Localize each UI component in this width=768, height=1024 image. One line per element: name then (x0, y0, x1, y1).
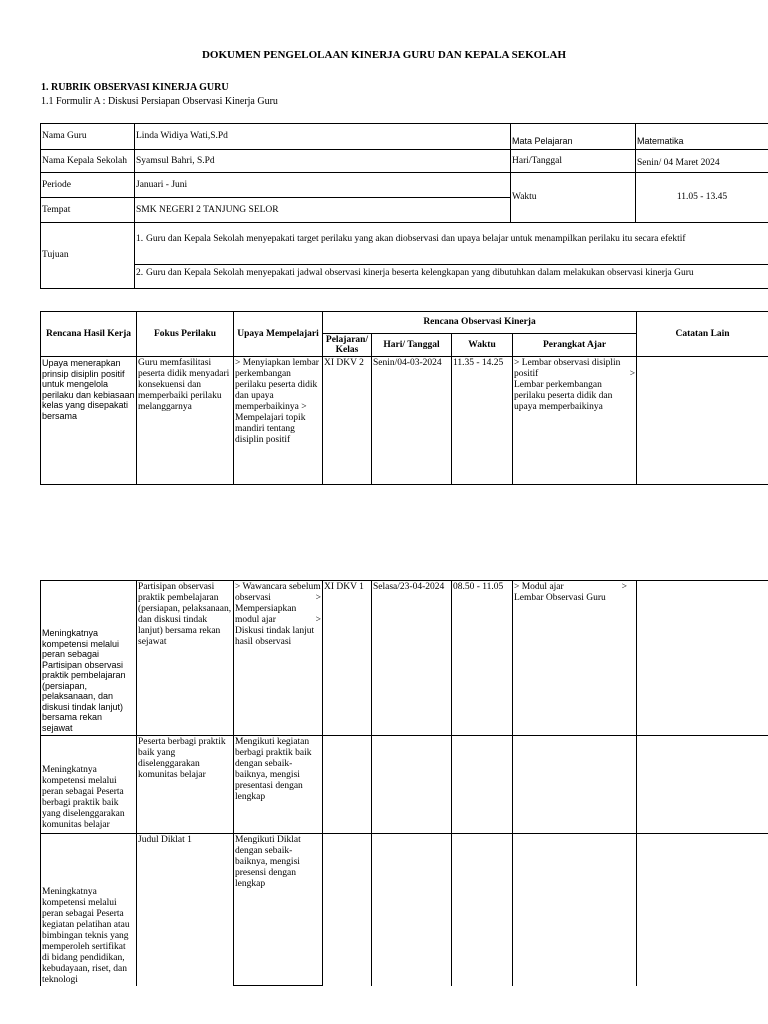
row4-fokus: Judul Diklat 1 (137, 834, 234, 986)
header-pelajaran-kelas: Pelajaran/ Kelas (323, 334, 372, 357)
tujuan-2-number: 2. (136, 268, 144, 278)
row3-upaya: Mengikuti kegiatan berbagi praktik baik dengan sebaik-baiknya, mengisi presentasi dengan lengkap (234, 736, 323, 834)
row1-perangkat-b: Lembar perkembangan perilaku peserta didik dan upaya memperbaikinya (514, 380, 613, 412)
tempat-label: Tempat (41, 198, 135, 223)
row1-hari: Senin/04-03-2024 (372, 357, 452, 485)
row2-catatan (637, 581, 768, 736)
row2-upaya-marker-1: > (315, 593, 321, 603)
row4-waktu (452, 834, 513, 986)
rencana-table-continued (40, 580, 768, 986)
tempat-value: SMK NEGERI 2 TANJUNG SELOR (135, 198, 511, 223)
header-rencana-hasil-kerja: Rencana Hasil Kerja (41, 312, 137, 357)
header-perangkat-ajar: Perangkat Ajar (513, 334, 637, 357)
row2-perangkat (513, 581, 637, 736)
row2-upaya (234, 581, 323, 736)
row1-perangkat (513, 357, 637, 485)
hari-label: Hari/Tanggal (511, 150, 636, 173)
subsection-title: 1.1 Formulir A : Diskusi Persiapan Observasi Kinerja Guru (41, 96, 278, 107)
row2-waktu: 08.50 - 11.05 (452, 581, 513, 736)
info-table (40, 123, 768, 289)
tujuan-2-text: Guru dan Kepala Sekolah menyepakati jadwal observasi kinerja beserta kelengkapan yang dibutuhkan dalam melakukan observasi kinerja Guru (146, 268, 694, 278)
tujuan-1-number: 1. (136, 234, 144, 244)
row3-kelas (323, 736, 372, 834)
row3-perangkat (513, 736, 637, 834)
table-row (41, 736, 768, 834)
row3-waktu (452, 736, 513, 834)
row1-catatan (637, 357, 768, 485)
tujuan-item-1 (135, 232, 768, 264)
header-waktu: Waktu (452, 334, 513, 357)
waktu-value: 11.05 - 13.45 (636, 173, 768, 223)
document-title: DOKUMEN PENGELOLAAN KINERJA GURU DAN KEPALA SEKOLAH (201, 49, 567, 61)
row3-catatan (637, 736, 768, 834)
row2-rhk: Meningkatnya kompetensi melalui peran sebagai Partisipan observasi praktik pembelajaran (persiapan, pelaksanaan, dan diskusi tindak lanjut) bersama rekan sejawat (41, 581, 137, 736)
hari-value: Senin/ 04 Maret 2024 (636, 150, 768, 173)
row2-upaya-marker-2: > (315, 615, 321, 625)
table-row (41, 581, 768, 736)
table-row (41, 834, 768, 986)
header-rencana-observasi: Rencana Observasi Kinerja (323, 312, 637, 334)
row2-perangkat-b: Lembar Observasi Guru (514, 593, 606, 603)
header-upaya-mempelajari: Upaya Mempelajari (234, 312, 323, 357)
row4-kelas (323, 834, 372, 986)
row2-upaya-a: > Wawancara sebelum observasi (235, 582, 321, 603)
periode-value: Januari - Juni (135, 173, 511, 198)
header-hari-tanggal: Hari/ Tanggal (372, 334, 452, 357)
tujuan-item-2 (135, 265, 768, 279)
mapel-value: Matematika (636, 124, 768, 150)
row2-upaya-c: Diskusi tindak lanjut hasil observasi (235, 626, 315, 647)
periode-label: Periode (41, 173, 135, 198)
row2-perangkat-a: > Modul ajar (514, 582, 564, 592)
kepsek-value: Syamsul Bahri, S.Pd (135, 150, 511, 173)
row1-upaya: > Menyiapkan lembar perkembangan perilaku peserta didik dan upaya memperbaikinya > Mempelajari topik mandiri tentang disiplin positif (234, 357, 323, 485)
kepsek-label: Nama Kepala Sekolah (41, 150, 135, 173)
row2-kelas: XI DKV 1 (323, 581, 372, 736)
tujuan-label: Tujuan (41, 223, 135, 289)
tujuan-1-text: Guru dan Kepala Sekolah menyepakati target perilaku yang akan diobservasi dan upaya belajar untuk menampilkan perilaku itu secara efektif (146, 234, 686, 244)
row4-catatan (637, 834, 768, 986)
row2-perangkat-marker: > (621, 582, 627, 592)
row1-waktu: 11.35 - 14.25 (452, 357, 513, 485)
section-title: 1. RUBRIK OBSERVASI KINERJA GURU (41, 82, 229, 93)
rencana-table (40, 311, 768, 485)
row2-upaya-b: Mempersiapkan modul ajar (235, 604, 297, 625)
row1-rhk: Upaya menerapkan prinsip disiplin positif untuk mengelola perilaku dan kebiasaan kelas yang disepakati bersama (41, 357, 137, 485)
waktu-label: Waktu (511, 173, 636, 223)
row1-kelas: XI DKV 2 (323, 357, 372, 485)
row3-rhk: Meningkatnya kompetensi melalui peran sebagai Peserta berbagi praktik baik yang diselenggarakan komunitas belajar (41, 736, 137, 834)
row4-hari (372, 834, 452, 986)
table-row (41, 357, 768, 485)
row3-hari (372, 736, 452, 834)
nama-guru-label: Nama Guru (41, 124, 135, 150)
row1-perangkat-marker: > (629, 369, 636, 379)
row3-fokus: Peserta berbagi praktik baik yang diselenggarakan komunitas belajar (137, 736, 234, 834)
row4-perangkat (513, 834, 637, 986)
header-catatan-lain: Catatan Lain (637, 312, 768, 357)
row1-perangkat-a: > Lembar observasi disiplin positif (514, 358, 621, 379)
header-fokus-perilaku: Fokus Perilaku (137, 312, 234, 357)
row4-rhk: Meningkatnya kompetensi melalui peran sebagai Peserta kegiatan pelatihan atau bimbingan teknis yang memperoleh sertifikat di bidang pendidikan, kebudayaan, riset, dan teknologi (41, 834, 137, 986)
row2-fokus: Partisipan observasi praktik pembelajaran (persiapan, pelaksanaan, dan diskusi tindak lanjut) bersama rekan sejawat (137, 581, 234, 736)
row1-fokus: Guru memfasilitasi peserta didik menyadari konsekuensi dan memperbaiki perilaku melanggarnya (137, 357, 234, 485)
row4-upaya: Mengikuti Diklat dengan sebaik-baiknya, mengisi presensi dengan lengkap (234, 834, 323, 986)
nama-guru-value: Linda Widiya Wati,S.Pd (135, 124, 511, 150)
tujuan-cell (135, 223, 768, 289)
mapel-label: Mata Pelajaran (511, 124, 636, 150)
row2-hari: Selasa/23-04-2024 (372, 581, 452, 736)
